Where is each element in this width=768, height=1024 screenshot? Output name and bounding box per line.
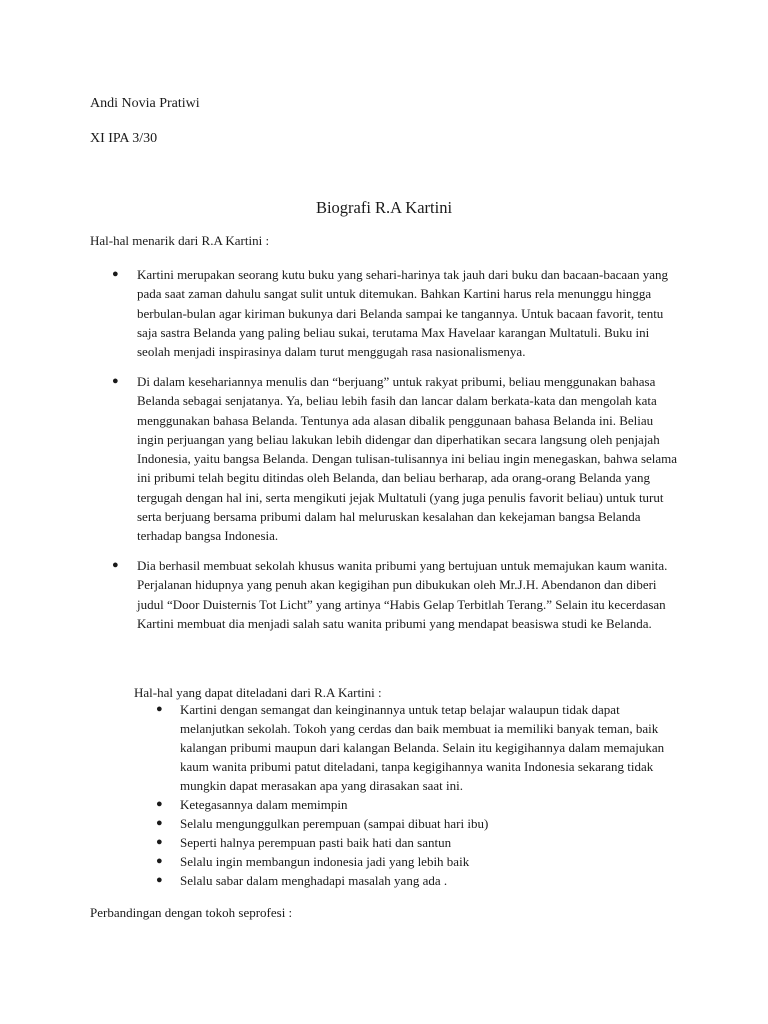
intro-text: Hal-hal menarik dari R.A Kartini :: [90, 233, 270, 248]
list-item: [90, 372, 680, 546]
sub-list-item-text: Seperti halnya perempuan pasti baik hati dan santun: [180, 835, 452, 850]
sub-list-item-text: Selalu ingin membangun indonesia jadi yang lebih baik: [180, 854, 470, 869]
closing-text: Perbandingan dengan tokoh seprofesi :: [90, 905, 293, 920]
sub-list-item-text: Kartini dengan semangat dan keinginannya untuk tetap belajar walaupun tidak dapat melanjutkan sekolah. Tokoh yang cerdas dan baik membuat ia memiliki banyak teman, baik kalangan pribumi maupun dari kalangan Belanda. Selain itu kegigihannya dalam memajukan kaum wanita pribumi patut diteladani, tanpa kegigihannya wanita Indonesia sekarang tidak mungkin dapat merasakan apa yang dirasakan saat ini.: [180, 702, 665, 793]
bullet-icon: ●: [156, 817, 163, 829]
bullet-icon: ●: [112, 559, 119, 571]
sub-list-item: [134, 795, 679, 814]
list-item-text: Di dalam kesehariannya menulis dan “berjuang” untuk rakyat pribumi, beliau menggunakan bahasa Belanda sebagai senjatanya. Ya, beliau lebih fasih dan lancar dalam berkata-kata dan mengolah kata menggunakan bahasa Belanda. Tentunya ada alasan dibalik penggunaan bahasa Belanda ini. Beliau ingin perjuangan yang beliau lakukan lebih didengar dan diperhatikan secara langsung oleh penjajah Indonesia, yaitu bangsa Belanda. Dengan tulisan-tulisannya ini beliau ingin menegaskan, bahwa selama ini pribumi telah begitu ditindas oleh Belanda, dan beliau berharap, ada orang-orang Belanda yang tergugah dengan hal ini, serta mengikuti jejak Multatuli (yang juga penulis favorit beliau) untuk turut serta berjuang bersama pribumi dalam hal meluruskan kesalahan dan kekejaman bangsa Belanda terhadap bangsa Indonesia.: [137, 374, 678, 544]
sub-list-item-text: Ketegasannya dalam memimpin: [180, 797, 348, 812]
list-item-text: Dia berhasil membuat sekolah khusus wanita pribumi yang bertujuan untuk memajukan kaum wanita. Perjalanan hidupnya yang penuh akan kegigihan pun dibukukan oleh Mr.J.H. Abendanon dan diberi judul “Door Duisternis Tot Licht” yang artinya “Habis Gelap Terbitlah Terang.” Selain itu kecerdasan Kartini membuat dia menjadi salah satu wanita pribumi yang mendapat beasiswa studi ke Belanda.: [137, 558, 668, 631]
list-item: [90, 556, 680, 633]
sub-list-item: [134, 700, 679, 795]
sub-list-item: [134, 871, 679, 890]
sub-list-item-text: Selalu mengunggulkan perempuan (sampai dibuat hari ibu): [180, 816, 489, 831]
bullet-icon: ●: [156, 798, 163, 810]
bullet-icon: ●: [156, 855, 163, 867]
bullet-icon: ●: [156, 836, 163, 848]
bullet-list-2: [90, 372, 680, 546]
bullet-icon: ●: [156, 703, 163, 715]
document-title: Biografi R.A Kartini: [315, 198, 453, 217]
sub-heading: Hal-hal yang dapat diteladani dari R.A Kartini :: [134, 685, 382, 700]
bullet-icon: ●: [112, 375, 119, 387]
sub-list-item: [134, 833, 679, 852]
sub-bullet-list: [134, 700, 679, 890]
bullet-icon: ●: [156, 874, 163, 886]
bullet-list-1: [90, 265, 680, 361]
sub-list-item: [134, 814, 679, 833]
sub-list-item: [134, 852, 679, 871]
list-item-text: Kartini merupakan seorang kutu buku yang sehari-harinya tak jauh dari buku dan bacaan-bacaan yang pada saat zaman dahulu sangat sulit untuk ditemukan. Bahkan Kartini harus rela menunggu hingga berbulan-bulan agar kiriman bukunya dari Belanda sampai ke tangannya. Untuk bacaan favorit, tentu saja sastra Belanda yang paling beliau sukai, terutama Max Havelaar karangan Multatuli. Buku ini seolah menjadi inspirasinya dalam turut menggugah rasa nasionalismenya.: [137, 267, 668, 360]
sub-list-item-text: Selalu sabar dalam menghadapi masalah yang ada .: [180, 873, 448, 888]
bullet-icon: ●: [112, 268, 119, 280]
author-name: Andi Novia Pratiwi: [90, 96, 200, 111]
class-info: XI IPA 3/30: [90, 131, 158, 146]
bullet-list-3: [90, 556, 680, 633]
list-item: [90, 265, 680, 361]
